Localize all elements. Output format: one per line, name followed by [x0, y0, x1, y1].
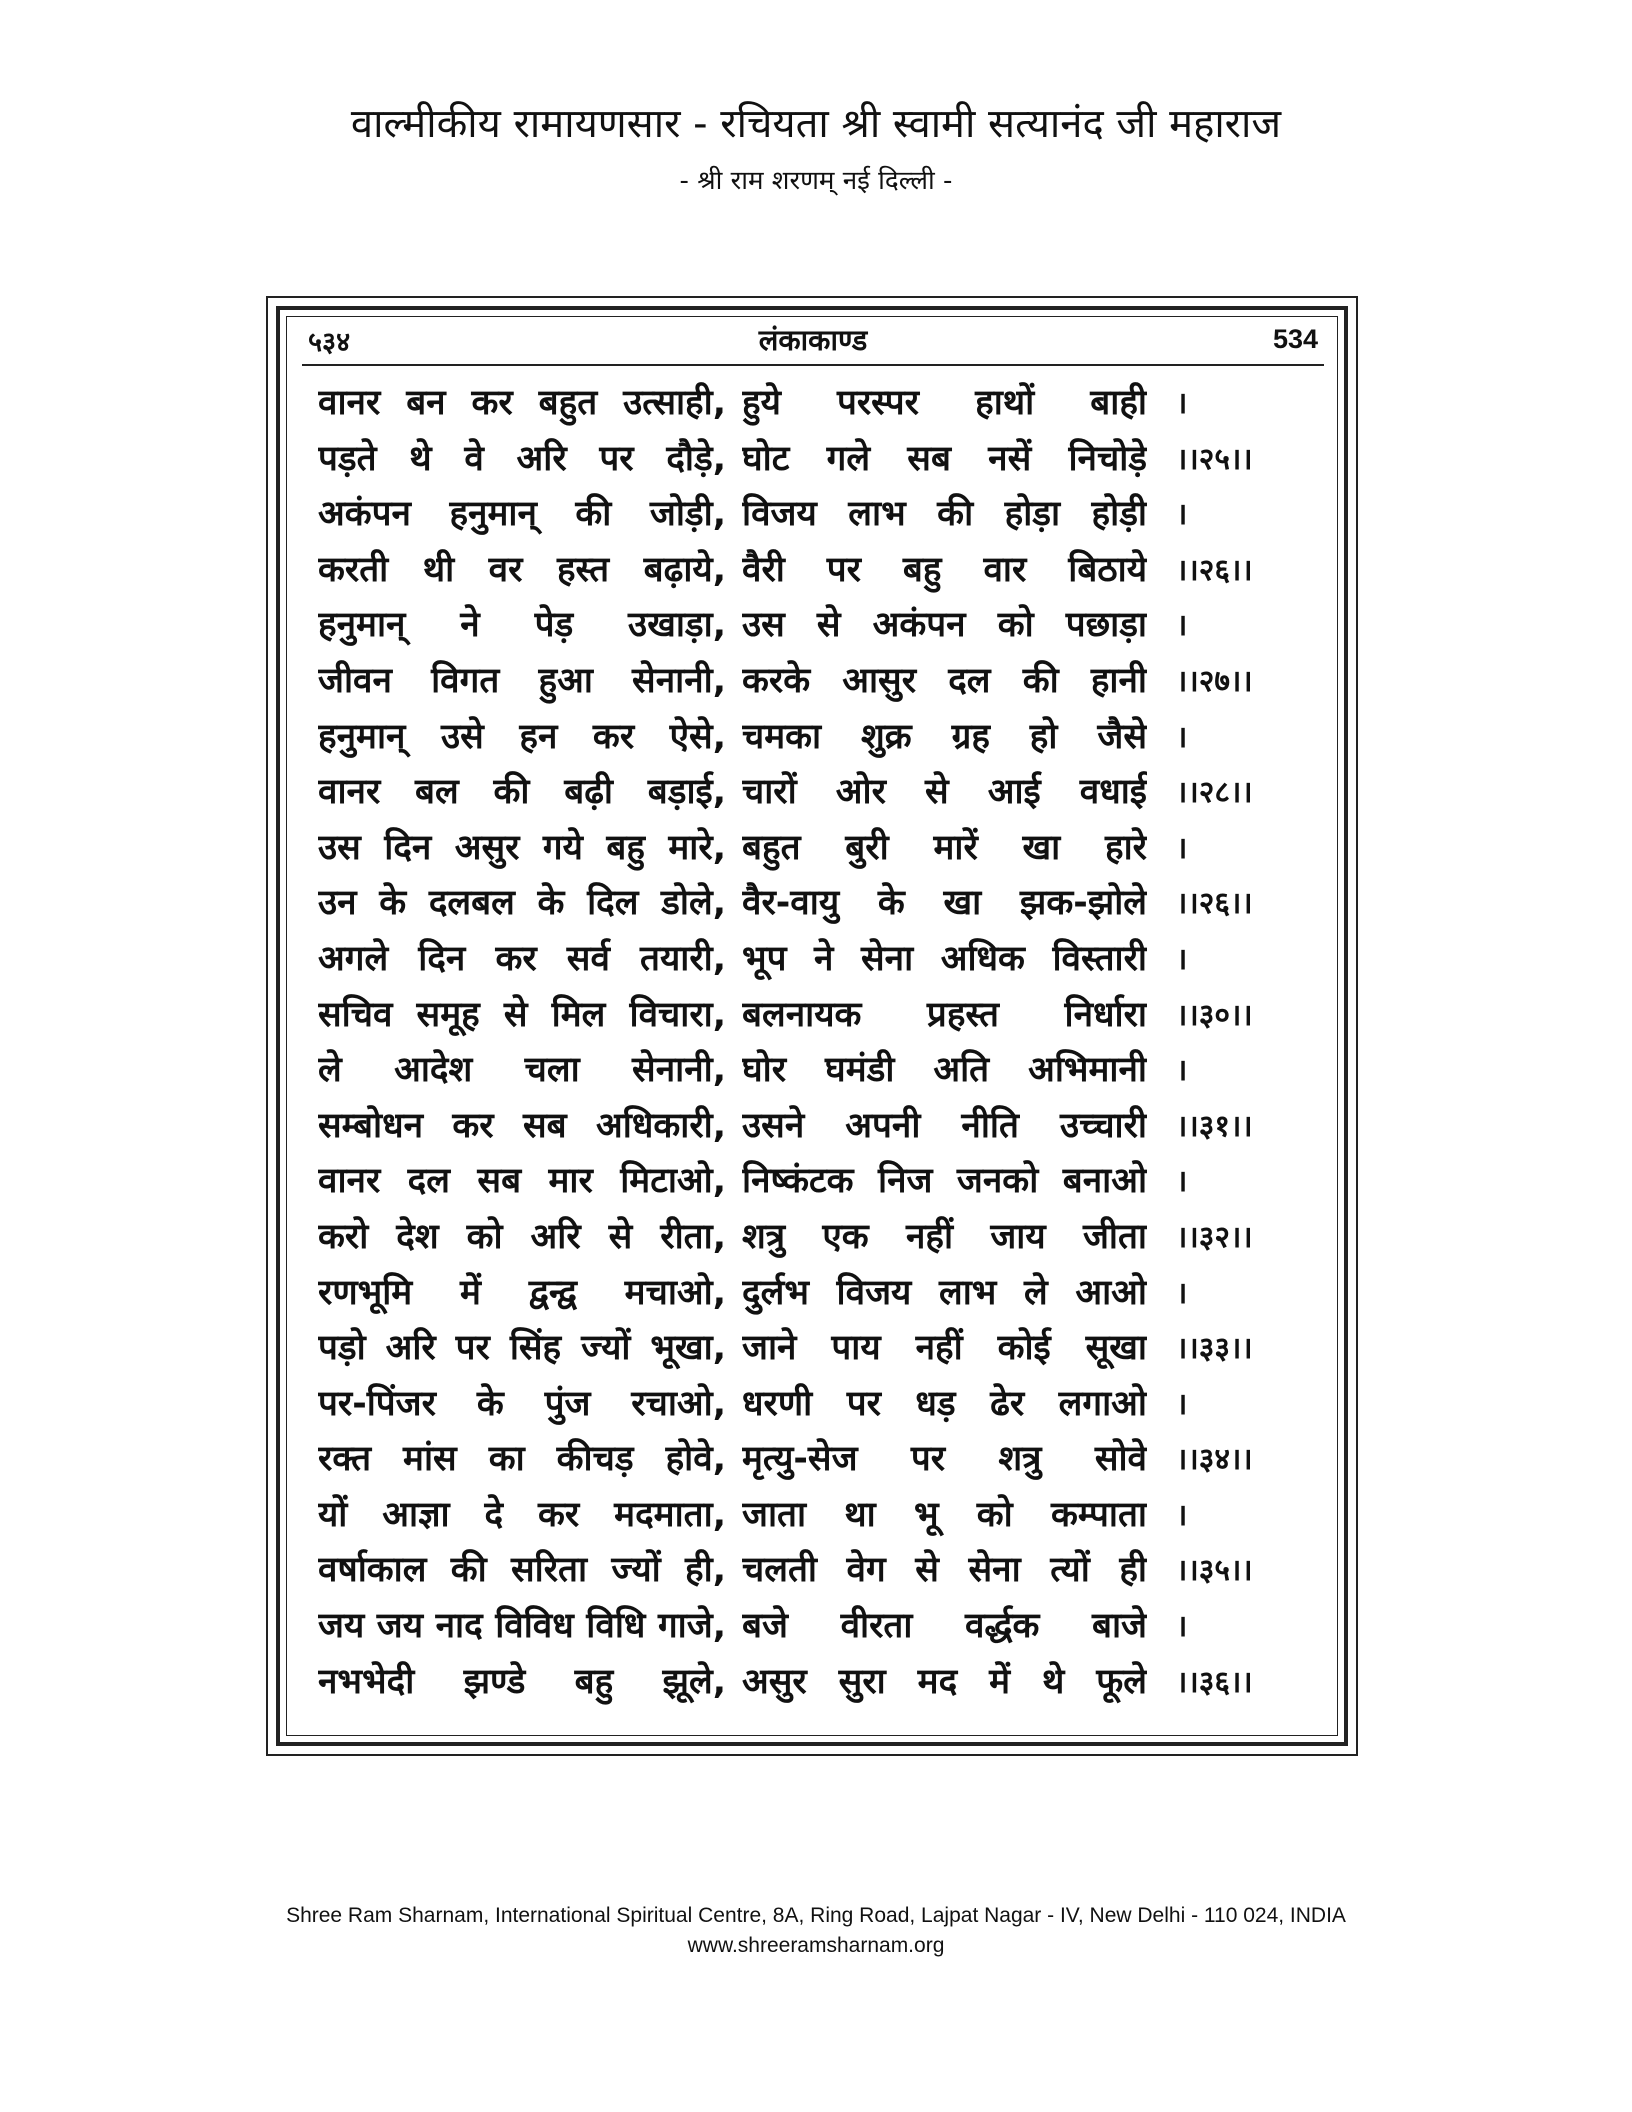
verse-second-half: चमका शुक्र ग्रह हो जैसे	[742, 716, 1147, 757]
verse-number: ।।३०।।	[1176, 997, 1253, 1033]
verse-second-half: जाता था भू को कम्पाता	[742, 1494, 1147, 1535]
verse-line	[318, 598, 1318, 654]
verse-number: ।	[1176, 1164, 1188, 1200]
verse-line	[318, 1099, 1318, 1155]
verse-first-half: वर्षाकाल की सरिता ज्यों ही,	[318, 1550, 726, 1591]
verse-number: ।।३४।।	[1176, 1442, 1253, 1478]
verse-first-half: पड़ते थे वे अरि पर दौड़े,	[318, 438, 726, 479]
verse-first-half: वानर बल की बढ़ी बड़ाई,	[318, 772, 726, 813]
verse-number: ।	[1176, 386, 1188, 421]
verse-line	[318, 654, 1318, 710]
verse-number: ।।३६।।	[1176, 1664, 1253, 1700]
verse-second-half: निष्कंटक निज जनको बनाओ	[742, 1161, 1147, 1202]
verse-number: ।।२५।।	[1176, 441, 1253, 477]
verse-first-half: उस दिन असुर गये बहु मारे,	[318, 827, 726, 868]
verse-line	[318, 1043, 1318, 1099]
verse-number: ।	[1176, 1609, 1188, 1645]
verse-second-half: उसने अपनी नीति उच्चारी	[742, 1105, 1147, 1146]
verse-first-half: अगले दिन कर सर्व तयारी,	[318, 938, 726, 979]
verse-line	[318, 1210, 1318, 1266]
verse-number: ।।२८।।	[1176, 775, 1253, 811]
verse-line	[318, 543, 1318, 599]
verse-number: ।	[1176, 1497, 1188, 1533]
verse-second-half: घोर घमंडी अति अभिमानी	[742, 1050, 1147, 1091]
verse-second-half: वैर-वायु के खा झक-झोले	[742, 883, 1147, 924]
verse-number: ।।३५।।	[1176, 1553, 1253, 1589]
verse-first-half: हनुमान् ने पेड़ उखाड़ा,	[318, 605, 726, 646]
verse-first-half: जय जय नाद विविध विधि गाजे,	[318, 1606, 726, 1647]
verse-first-half: सम्बोधन कर सब अधिकारी,	[318, 1105, 726, 1146]
verse-first-half: यों आज्ञा दे कर मदमाता,	[318, 1494, 726, 1535]
verse-line	[318, 710, 1318, 766]
verse-first-half: करो देश को अरि से रीता,	[318, 1216, 726, 1257]
verse-line	[318, 1655, 1318, 1711]
verse-line	[318, 876, 1318, 932]
verse-number: ।	[1176, 1275, 1188, 1311]
verse-line	[318, 1377, 1318, 1433]
verse-second-half: असुर सुरा मद में थे फूले	[742, 1661, 1147, 1702]
verse-first-half: पड़ो अरि पर सिंह ज्यों भूखा,	[318, 1328, 726, 1369]
verse-number: ।	[1176, 497, 1188, 533]
footer-website: www.shreeramsharnam.org	[687, 1934, 945, 1957]
verse-line	[318, 821, 1318, 877]
verse-first-half: हनुमान् उसे हन कर ऐसे,	[318, 716, 726, 757]
page-number: 534	[1272, 324, 1318, 354]
verse-first-half: करती थी वर हस्त बढ़ाये,	[318, 549, 726, 590]
verse-number: ।	[1176, 1053, 1188, 1089]
header-divider	[302, 364, 1324, 366]
verse-line	[318, 1488, 1318, 1544]
verse-second-half: उस से अकंपन को पछाड़ा	[742, 605, 1147, 646]
verse-second-half: बहुत बुरी मारें खा हारे	[742, 827, 1147, 868]
verse-line	[318, 376, 1318, 432]
verse-first-half: ले आदेश चला सेनानी,	[318, 1050, 726, 1091]
verse-number: ।	[1176, 830, 1188, 866]
verse-second-half: चारों ओर से आई वधाई	[742, 772, 1147, 813]
verse-first-half: वानर बन कर बहुत उत्साही,	[318, 383, 726, 423]
verse-first-half: सचिव समूह से मिल विचारा,	[318, 994, 726, 1035]
verse-second-half: बलनायक प्रहस्त निर्धारा	[742, 994, 1147, 1035]
verse-first-half: रक्त मांस का कीचड़ होवे,	[318, 1439, 726, 1480]
verse-number: ।।३३।।	[1176, 1331, 1253, 1367]
page-header	[308, 318, 1318, 362]
verse-second-half: वैरी पर बहु वार बिठाये	[742, 549, 1147, 590]
verse-line	[318, 1599, 1318, 1655]
footer-address: Shree Ram Sharnam, International Spiritual Centre, 8A, Ring Road, Lajpat Nagar - IV, New Delhi - 110 024, INDIA	[286, 1904, 1346, 1927]
verse-second-half: चलती वेग से सेना त्यों ही	[742, 1550, 1147, 1591]
verse-line	[318, 1321, 1318, 1377]
verse-line	[318, 765, 1318, 821]
verse-number: ।	[1176, 1386, 1188, 1422]
verse-second-half: दुर्लभ विजय लाभ ले आओ	[742, 1272, 1147, 1313]
verse-line	[318, 1154, 1318, 1210]
verse-second-half: मृत्यु-सेज पर शत्रु सोवे	[742, 1439, 1147, 1480]
verse-number: ।।३२।।	[1176, 1219, 1253, 1255]
verse-number: ।	[1176, 719, 1188, 755]
verse-line	[318, 432, 1318, 488]
verse-second-half: हुये परस्पर हाथों बाही	[742, 383, 1147, 423]
verse-first-half: उन के दलबल के दिल डोले,	[318, 883, 726, 924]
book-subtitle: - श्री राम शरणम् नई दिल्ली -	[679, 166, 953, 196]
verse-line	[318, 1432, 1318, 1488]
verse-second-half: विजय लाभ की होड़ा होड़ी	[742, 494, 1147, 535]
verse-second-half: धरणी पर धड़ ढेर लगाओ	[742, 1383, 1147, 1424]
verse-number: ।।२७।।	[1176, 663, 1253, 699]
page-number-hindi: ५३४	[308, 327, 351, 358]
verse-second-half: घोट गले सब नसें निचोड़े	[742, 438, 1147, 479]
verse-line	[318, 1543, 1318, 1599]
section-title: लंकाकाण्ड	[758, 323, 868, 357]
verse-list	[318, 376, 1318, 1710]
verse-number: ।।२६।।	[1176, 886, 1253, 922]
verse-first-half: अकंपन हनुमान् की जोड़ी,	[318, 494, 726, 535]
verse-second-half: भूप ने सेना अधिक विस्तारी	[742, 938, 1147, 979]
verse-first-half: जीवन विगत हुआ सेनानी,	[318, 660, 726, 701]
verse-first-half: रणभूमि में द्वन्द्व मचाओ,	[318, 1272, 726, 1313]
verse-second-half: शत्रु एक नहीं जाय जीता	[742, 1216, 1147, 1257]
verse-first-half: वानर दल सब मार मिटाओ,	[318, 1161, 726, 1202]
verse-line	[318, 988, 1318, 1044]
verse-number: ।	[1176, 941, 1188, 977]
verse-number: ।।३१।।	[1176, 1108, 1253, 1144]
verse-second-half: जाने पाय नहीं कोई सूखा	[742, 1328, 1147, 1369]
verse-first-half: पर-पिंजर के पुंज रचाओ,	[318, 1383, 726, 1424]
verse-number: ।।२६।।	[1176, 552, 1253, 588]
verse-second-half: बजे वीरता वर्द्धक बाजे	[742, 1606, 1147, 1647]
verse-line	[318, 1266, 1318, 1322]
verse-number: ।	[1176, 608, 1188, 644]
verse-line	[318, 932, 1318, 988]
verse-first-half: नभभेदी झण्डे बहु झूले,	[318, 1661, 726, 1702]
book-title: वाल्मीकीय रामायणसार - रचियता श्री स्वामी सत्यानंद जी महाराज	[350, 101, 1282, 147]
verse-second-half: करके आसुर दल की हानी	[742, 660, 1147, 701]
verse-line	[318, 487, 1318, 543]
